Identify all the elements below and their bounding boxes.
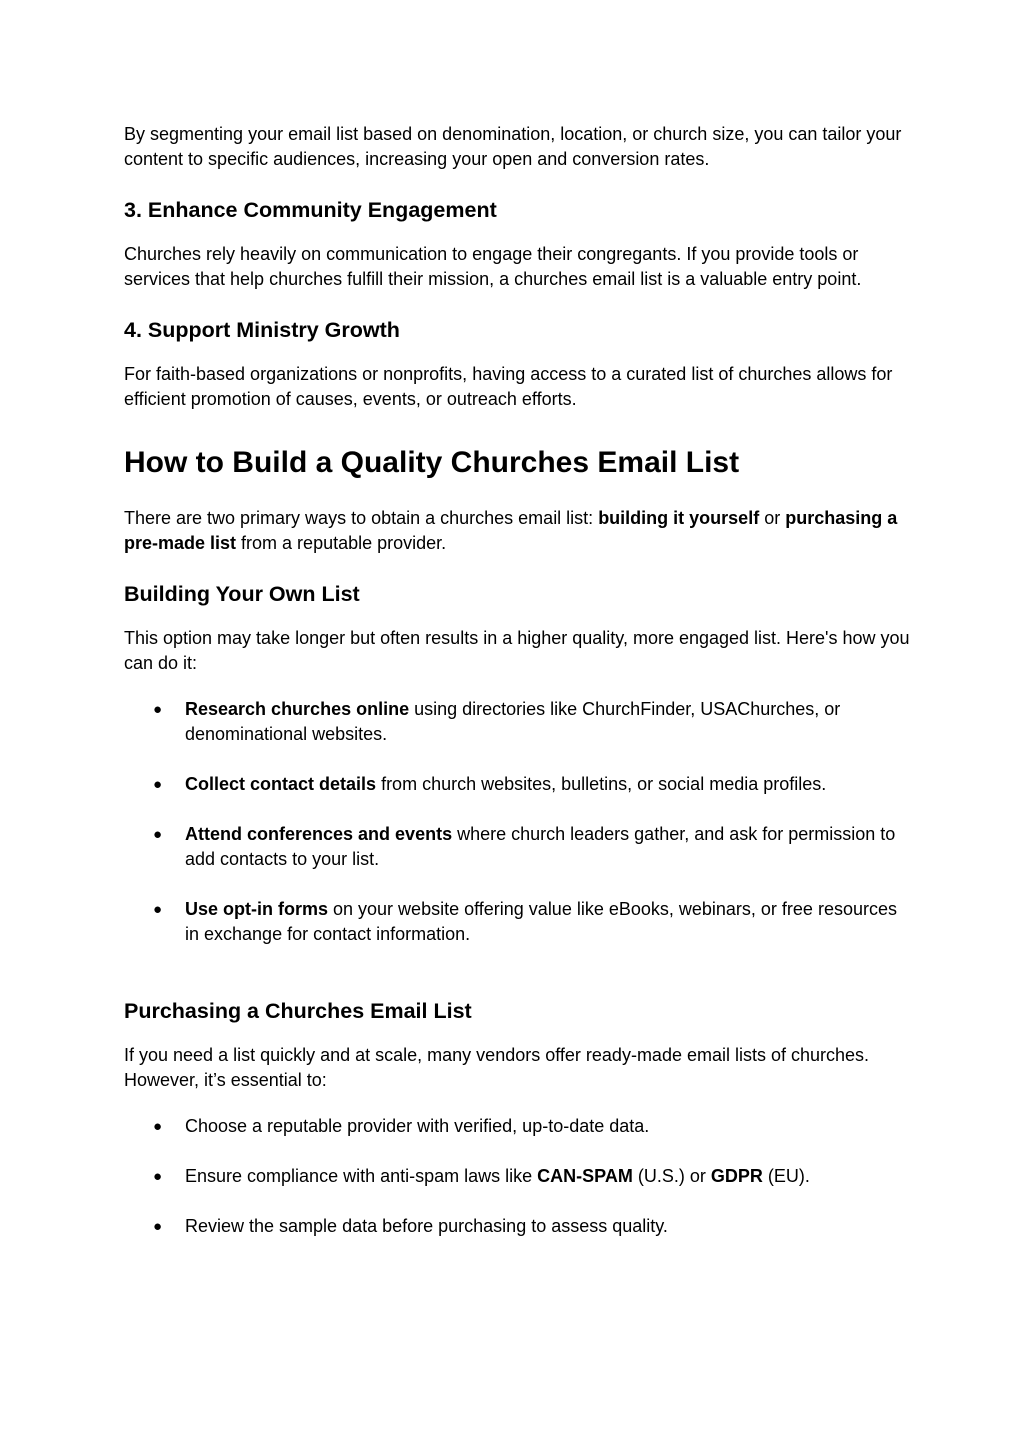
- list-item-text: on your website offering value like eBooks, webinars, or free resources in exchange for contact information.: [185, 899, 897, 944]
- list-item: [124, 1214, 914, 1239]
- two-ways-bold-purchase: purchasing a pre-made list: [124, 508, 898, 553]
- bullet-icon: ●: [153, 826, 163, 843]
- list-item-text: Choose a reputable provider with verified, up-to-date data.: [185, 1116, 650, 1136]
- two-ways-paragraph: [124, 506, 914, 556]
- two-ways-prefix: There are two primary ways to obtain a churches email list:: [124, 508, 599, 528]
- enhance-engagement-heading: 3. Enhance Community Engagement: [124, 198, 497, 222]
- list-item-text: (EU).: [762, 1166, 810, 1186]
- list-item: [124, 697, 914, 747]
- list-item-bold: Use opt-in forms: [185, 899, 329, 919]
- bullet-icon: ●: [153, 1218, 163, 1235]
- list-item: [124, 1114, 914, 1139]
- gdpr-bold: GDPR: [710, 1166, 763, 1186]
- list-item-text: where church leaders gather, and ask for permission to add contacts to your list.: [185, 824, 896, 869]
- own-list-paragraph: This option may take longer but often results in a higher quality, more engaged list. Here's how you can do it:: [124, 628, 910, 673]
- list-item: [124, 1164, 914, 1189]
- list-item: [124, 772, 914, 797]
- bullet-icon: ●: [153, 776, 163, 793]
- bullet-icon: ●: [153, 901, 163, 918]
- build-list-title: How to Build a Quality Churches Email List: [124, 446, 740, 479]
- list-item-text: Ensure compliance with anti-spam laws like: [185, 1166, 538, 1186]
- document-page: [124, 122, 914, 1239]
- list-item-text: from church websites, bulletins, or social media profiles.: [376, 774, 827, 794]
- own-list-steps: [124, 697, 914, 947]
- two-ways-mid: or: [759, 508, 786, 528]
- list-item-text: using directories like ChurchFinder, USAChurches, or denominational websites.: [185, 699, 841, 744]
- support-ministry-heading: 4. Support Ministry Growth: [124, 318, 400, 342]
- bullet-icon: ●: [153, 1168, 163, 1185]
- list-item-text: Review the sample data before purchasing to assess quality.: [185, 1216, 668, 1236]
- list-item-bold: Research churches online: [185, 699, 410, 719]
- enhance-engagement-paragraph: Churches rely heavily on communication to engage their congregants. If you provide tools or services that help churches fulfill their mission, a churches email list is a valuable entry point.: [124, 244, 862, 289]
- purchasing-heading: Purchasing a Churches Email List: [124, 999, 472, 1023]
- list-item-text: (U.S.) or: [632, 1166, 711, 1186]
- two-ways-suffix: from a reputable provider.: [236, 533, 447, 553]
- list-item: [124, 897, 914, 947]
- own-list-heading: Building Your Own List: [124, 582, 360, 606]
- bullet-icon: ●: [153, 1118, 163, 1135]
- list-item-bold: Collect contact details: [185, 774, 377, 794]
- list-item: [124, 822, 914, 872]
- can-spam-bold: CAN-SPAM: [537, 1166, 633, 1186]
- purchasing-paragraph: If you need a list quickly and at scale, many vendors offer ready-made email lists of churches. However, it’s essential to:: [124, 1045, 870, 1090]
- two-ways-bold-build: building it yourself: [598, 508, 760, 528]
- purchasing-checklist: [124, 1114, 914, 1239]
- intro-paragraph: By segmenting your email list based on denomination, location, or church size, you can tailor your content to specific audiences, increasing your open and conversion rates.: [124, 124, 902, 169]
- bullet-icon: ●: [153, 701, 163, 718]
- list-item-bold: Attend conferences and events: [185, 824, 453, 844]
- support-ministry-paragraph: For faith-based organizations or nonprofits, having access to a curated list of churches allows for efficient promotion of causes, events, or outreach efforts.: [124, 364, 893, 409]
